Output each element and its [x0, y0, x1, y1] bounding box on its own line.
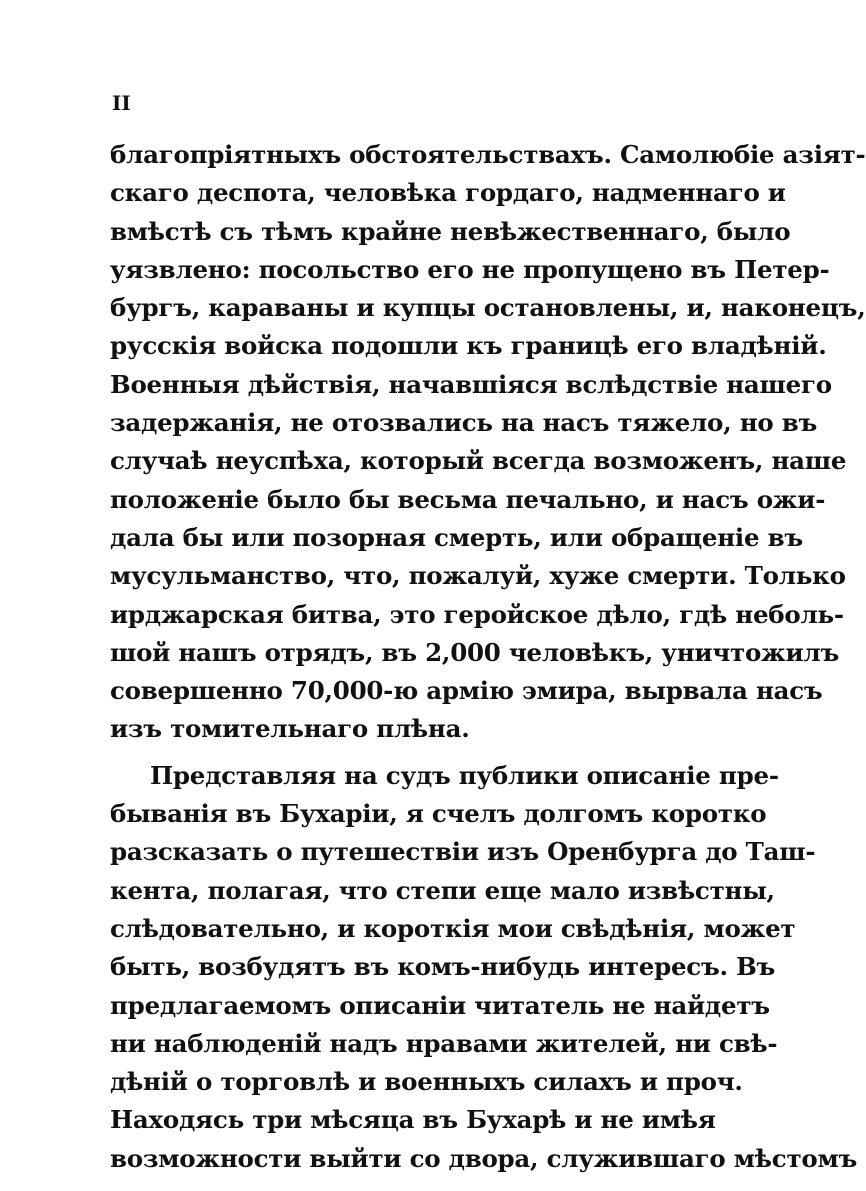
text-line: ирджарская битва, это геройское дѣло, гдѣ неболь-: [110, 599, 844, 629]
text-line: задержанія, не отозвались на насъ тяжело, но въ: [110, 408, 818, 438]
page-number: II: [112, 91, 131, 115]
text-line: разсказать о путешествіи изъ Оренбурга до Таш-: [110, 837, 816, 867]
text-line: кента, полагая, что степи еще мало извѣстны,: [110, 875, 775, 905]
text-line: шой нашъ отрядъ, въ 2,000 человѣкъ, уничтожилъ: [110, 637, 840, 667]
paragraph-gap: [110, 749, 698, 757]
text-line: совершенно 70,000-ю армію эмира, вырвала насъ: [110, 676, 823, 706]
text-line: русскія войска подошли къ границѣ его владѣній.: [110, 331, 827, 361]
text-line: возможности выйти со двора, служившаго мѣстомъ: [110, 1143, 858, 1173]
text-line: бургъ, караваны и купцы остановлены, и, наконецъ,: [110, 293, 866, 323]
text-line: мусульманство, что, пожалуй, хуже смерти. Только: [110, 561, 846, 591]
text-line: быванія въ Бухаріи, я счелъ долгомъ коротко: [110, 799, 767, 829]
text-line: Военныя дѣйствія, начавшіяся вслѣдствіе нашего: [110, 369, 832, 399]
text-line: случаѣ неуспѣха, который всегда возможенъ, наше: [110, 446, 847, 476]
paragraph-1: [110, 136, 866, 749]
text-line: Находясь три мѣсяца въ Бухарѣ и не имѣя: [110, 1105, 716, 1135]
text-line: слѣдовательно, и короткія мои свѣдѣнія, может: [110, 913, 796, 943]
text-line: предлагаемомъ описаніи читатель не найдетъ: [110, 990, 770, 1020]
text-line: ни наблюденій надъ нравами жителей, ни свѣ-: [110, 1028, 778, 1058]
paragraph-2: [110, 757, 858, 1178]
text-line: благопріятныхъ обстоятельствахъ. Самолюбіе азіят-: [110, 140, 866, 169]
text-line: Представляя на судъ публики описаніе пре-: [150, 760, 779, 790]
text-line: скаго деспота, человѣка гордаго, надменнаго и: [110, 178, 786, 208]
text-line: быть, возбудятъ въ комъ-нибудь интересъ. Въ: [110, 952, 776, 982]
page-text: [110, 136, 866, 1178]
text-line: уязвлено: посольство его не пропущено въ Петер-: [110, 254, 830, 284]
text-line: изъ томительнаго плѣна.: [110, 714, 470, 744]
text-line: дала бы или позорная смерть, или обращеніе въ: [110, 522, 803, 552]
text-line: положеніе было бы весьма печально, и насъ ожи-: [110, 484, 826, 514]
text-line: дѣній о торговлѣ и военныхъ силахъ и проч.: [110, 1067, 743, 1097]
text-line: вмѣстѣ съ тѣмъ крайне невѣжественнаго, было: [110, 216, 791, 246]
